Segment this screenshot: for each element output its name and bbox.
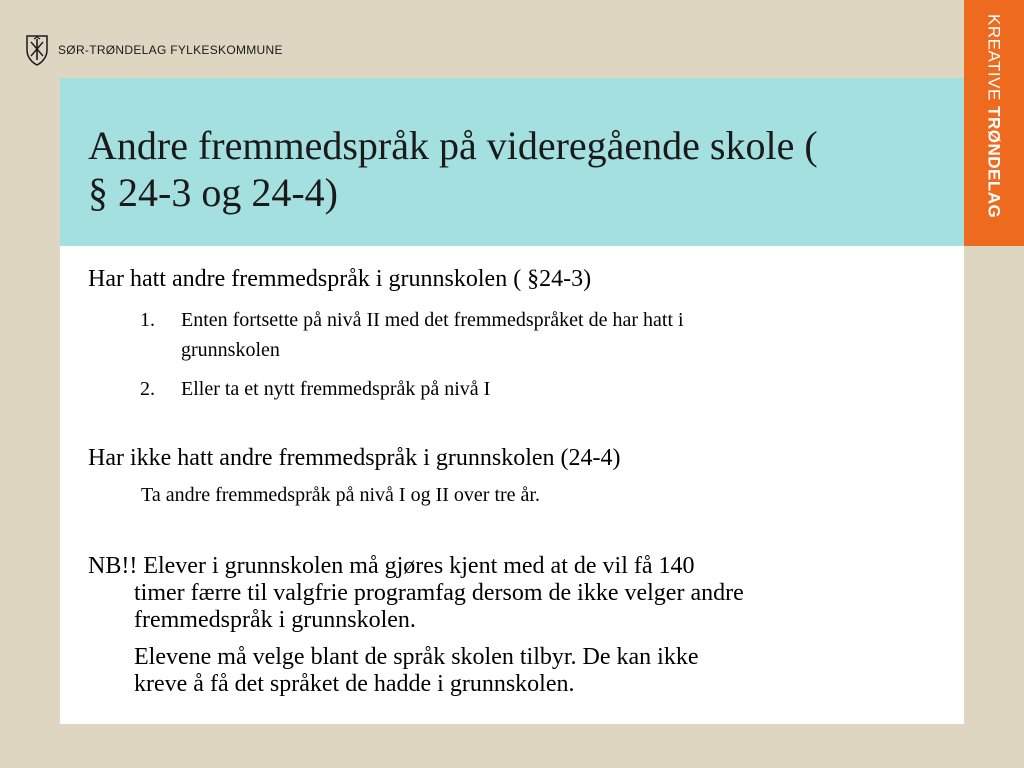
list-item-text: Enten fortsette på nivå II med det fremmedspråket de har hatt i [181,309,684,331]
nb-note-line-1: NB!! Elever i grunnskolen må gjøres kjent med at de vil få 140 [88,553,695,579]
brand-word-kreative: KREATIVE [984,14,1004,101]
nb-note-line-3: fremmedspråk i grunnskolen. [134,607,416,633]
title-line-1: Andre fremmedspråk på videregående skole ( [88,123,818,168]
title-line-2: § 24-3 og 24-4) [88,170,338,215]
list-item-text: Eller ta et nytt fremmedspråk på nivå I [181,378,491,400]
nb-note-line-4: Elevene må velge blant de språk skolen tilbyr. De kan ikke [134,644,699,670]
org-logo [24,34,283,66]
list-item-text-continued: grunnskolen [181,339,280,361]
org-name: SØR-TRØNDELAG FYLKESKOMMUNE [58,43,283,57]
brand-wordmark [986,14,1003,218]
slide [60,78,964,724]
brand-word-trondelag: TRØNDELAG [984,106,1004,219]
county-crest-icon [24,34,50,66]
nb-note-line-5: kreve å få det språket de hadde i grunnskolen. [134,671,575,697]
brand-tab [964,0,1024,246]
section-heading-2: Har ikke hatt andre fremmedspråk i grunnskolen (24-4) [88,445,621,471]
slide-body [60,246,964,724]
nb-note-line-2: timer færre til valgfrie programfag dersom de ikke velger andre [134,580,744,606]
section-sub-text: Ta andre fremmedspråk på nivå I og II over tre år. [141,484,540,506]
list-item-number: 1. [140,309,155,331]
list-item-number: 2. [140,378,155,400]
title-band [60,78,964,246]
section-heading-1: Har hatt andre fremmedspråk i grunnskolen ( §24-3) [88,266,592,292]
slide-title [88,122,948,216]
